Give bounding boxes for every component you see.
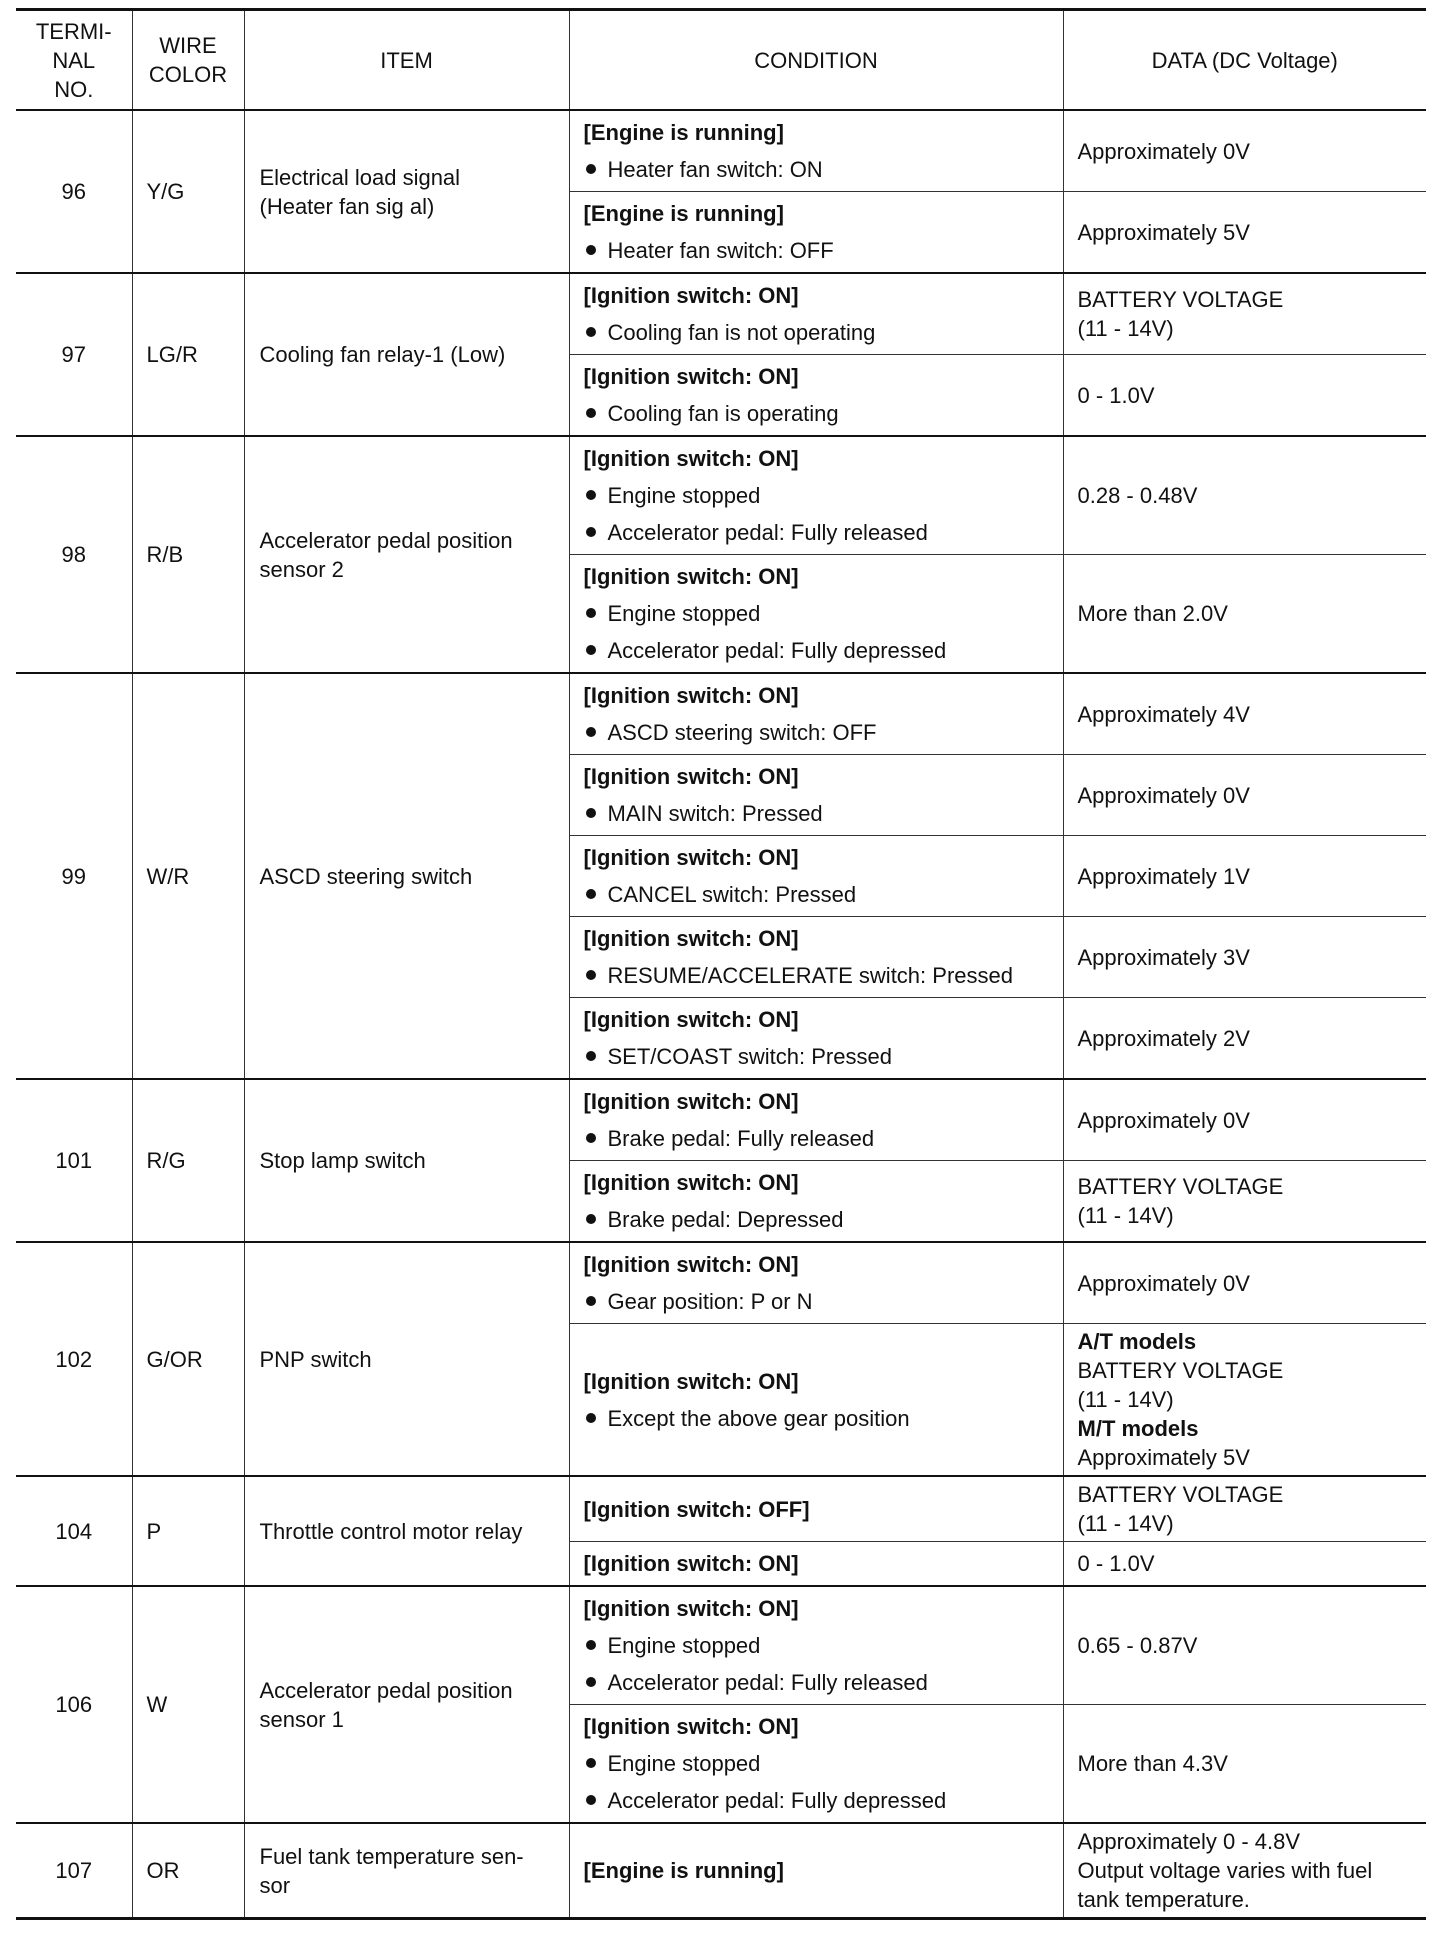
bullet-text: Accelerator pedal: Fully depressed xyxy=(607,1788,947,1813)
bullet-text: Brake pedal: Fully released xyxy=(607,1126,875,1151)
header-data: DATA (DC Voltage) xyxy=(1063,10,1426,111)
data-cell xyxy=(1063,1542,1426,1587)
data-cell xyxy=(1063,1476,1426,1542)
bullet-icon xyxy=(586,1214,596,1224)
bullet-icon xyxy=(586,1296,596,1306)
bullet-icon xyxy=(586,608,596,618)
bullet-text: ASCD steering switch: OFF xyxy=(607,720,877,745)
wire-color-cell: R/B xyxy=(132,436,244,673)
wire-color-cell: G/OR xyxy=(132,1242,244,1476)
data-cell xyxy=(1063,755,1426,836)
condition-cell xyxy=(569,1476,1063,1542)
condition-cell xyxy=(569,673,1063,755)
data-value: Approximately 0V xyxy=(1077,1270,1250,1296)
bullet-text: MAIN switch: Pressed xyxy=(607,801,823,826)
bullet-icon xyxy=(586,1758,596,1768)
data-value: Approximately 0V xyxy=(1077,1107,1250,1133)
data-value: Approximately 3V xyxy=(1077,944,1250,970)
terminal-group xyxy=(16,1079,1426,1242)
bullet-text: Heater fan switch: OFF xyxy=(607,238,834,263)
wire-color-cell: W/R xyxy=(132,673,244,1079)
terminal-group xyxy=(16,673,1426,1079)
data-cell xyxy=(1063,836,1426,917)
table-row xyxy=(16,1079,1426,1161)
terminal-no-cell: 106 xyxy=(16,1586,132,1823)
data-cell xyxy=(1063,1161,1426,1243)
bullet-icon xyxy=(586,1133,596,1143)
wire-color-cell: LG/R xyxy=(132,273,244,436)
condition-heading: [Ignition switch: ON] xyxy=(583,683,799,708)
table-row xyxy=(16,436,1426,555)
data-value: (11 - 14V) xyxy=(1077,1511,1174,1536)
bullet-text: Gear position: P or N xyxy=(607,1289,813,1314)
data-cell xyxy=(1063,673,1426,755)
condition-cell xyxy=(569,1242,1063,1324)
condition-heading: [Engine is running] xyxy=(583,201,784,226)
table-header-row xyxy=(16,10,1426,111)
condition-heading: [Ignition switch: OFF] xyxy=(583,1496,810,1522)
item-line: (Heater fan sig al) xyxy=(259,193,435,219)
condition-bullet xyxy=(584,314,1057,351)
condition-cell xyxy=(569,917,1063,998)
data-value: Approximately 4V xyxy=(1077,701,1250,727)
data-value: Approximately 2V xyxy=(1077,1025,1250,1051)
data-cell xyxy=(1063,1324,1426,1477)
bullet-text: Heater fan switch: ON xyxy=(607,157,823,182)
condition-heading: [Ignition switch: ON] xyxy=(583,1596,799,1621)
condition-cell xyxy=(569,555,1063,674)
header-terminal-no: TERMI- NAL NO. xyxy=(16,10,132,111)
bullet-text: Brake pedal: Depressed xyxy=(607,1207,844,1232)
data-model-label: M/T models xyxy=(1077,1416,1199,1441)
item-cell xyxy=(244,1079,569,1242)
bullet-icon xyxy=(586,808,596,818)
condition-bullet xyxy=(584,395,1057,432)
data-value: BATTERY VOLTAGE xyxy=(1077,1482,1284,1507)
item-line: Electrical load signal xyxy=(259,164,461,190)
wire-color-cell: Y/G xyxy=(132,110,244,273)
data-cell xyxy=(1063,1823,1426,1919)
condition-cell xyxy=(569,998,1063,1080)
wire-color-cell: OR xyxy=(132,1823,244,1919)
item-line: sor xyxy=(259,1872,291,1898)
condition-cell xyxy=(569,1542,1063,1587)
bullet-icon xyxy=(586,490,596,500)
header-condition: CONDITION xyxy=(569,10,1063,111)
condition-heading: [Ignition switch: ON] xyxy=(583,1089,799,1114)
condition-bullet xyxy=(584,632,1057,669)
item-cell xyxy=(244,1242,569,1476)
terminal-group xyxy=(16,110,1426,273)
item-line: Accelerator pedal position xyxy=(259,1677,513,1703)
bullet-icon xyxy=(586,727,596,737)
condition-bullet xyxy=(584,1120,1057,1157)
data-cell xyxy=(1063,436,1426,555)
condition-heading: [Ignition switch: ON] xyxy=(583,926,799,951)
table-row xyxy=(16,1476,1426,1542)
bullet-icon xyxy=(586,1640,596,1650)
condition-cell xyxy=(569,1823,1063,1919)
terminal-no-cell: 102 xyxy=(16,1242,132,1476)
data-value: BATTERY VOLTAGE xyxy=(1077,1358,1284,1383)
data-cell xyxy=(1063,1705,1426,1824)
terminal-data-table xyxy=(16,8,1426,1920)
condition-bullet xyxy=(584,1627,1057,1664)
condition-cell xyxy=(569,110,1063,192)
item-cell xyxy=(244,1476,569,1586)
bullet-icon xyxy=(586,1051,596,1061)
condition-heading: [Ignition switch: ON] xyxy=(583,364,799,389)
bullet-text: Accelerator pedal: Fully released xyxy=(607,520,928,545)
condition-heading: [Ignition switch: ON] xyxy=(583,845,799,870)
condition-heading: [Ignition switch: ON] xyxy=(583,283,799,308)
bullet-icon xyxy=(586,1677,596,1687)
terminal-no-cell: 98 xyxy=(16,436,132,673)
terminal-group xyxy=(16,1823,1426,1919)
data-value: Approximately 5V xyxy=(1077,1445,1250,1470)
data-value: (11 - 14V) xyxy=(1077,316,1174,341)
condition-heading: [Ignition switch: ON] xyxy=(583,1170,799,1195)
header-item: ITEM xyxy=(244,10,569,111)
data-cell xyxy=(1063,998,1426,1080)
condition-bullet xyxy=(584,595,1057,632)
data-value: 0.65 - 0.87V xyxy=(1077,1633,1198,1658)
item-line: sensor 1 xyxy=(259,1706,344,1732)
condition-heading: [Ignition switch: ON] xyxy=(583,764,799,789)
condition-bullet xyxy=(584,1400,1057,1437)
bullet-text: Accelerator pedal: Fully released xyxy=(607,1670,928,1695)
condition-heading: [Ignition switch: ON] xyxy=(583,564,799,589)
condition-cell xyxy=(569,273,1063,355)
bullet-text: SET/COAST switch: Pressed xyxy=(607,1044,892,1069)
condition-bullet xyxy=(584,1664,1057,1701)
bullet-text: RESUME/ACCELERATE switch: Pressed xyxy=(607,963,1013,988)
data-value: Approximately 0V xyxy=(1077,782,1250,808)
item-line: Fuel tank temperature sen- xyxy=(259,1843,524,1869)
condition-bullet xyxy=(584,1283,1057,1320)
data-cell xyxy=(1063,917,1426,998)
table-row xyxy=(16,1823,1426,1919)
data-cell xyxy=(1063,110,1426,192)
condition-cell xyxy=(569,355,1063,437)
condition-bullet xyxy=(584,151,1057,188)
condition-bullet xyxy=(584,477,1057,514)
condition-heading: [Ignition switch: ON] xyxy=(583,1252,799,1277)
header-wire-color: WIRE COLOR xyxy=(132,10,244,111)
terminal-no-cell: 101 xyxy=(16,1079,132,1242)
data-value: Output voltage varies with fuel xyxy=(1077,1858,1373,1883)
wire-color-cell: R/G xyxy=(132,1079,244,1242)
condition-bullet xyxy=(584,514,1057,551)
condition-heading: [Ignition switch: ON] xyxy=(583,1368,799,1394)
bullet-icon xyxy=(586,970,596,980)
condition-heading: [Engine is running] xyxy=(583,1858,784,1883)
data-cell xyxy=(1063,1242,1426,1324)
bullet-icon xyxy=(586,327,596,337)
bullet-icon xyxy=(586,408,596,418)
item-cell xyxy=(244,110,569,273)
item-cell xyxy=(244,673,569,1079)
item-line: Throttle control motor relay xyxy=(259,1518,523,1544)
condition-cell xyxy=(569,836,1063,917)
data-value: More than 2.0V xyxy=(1077,601,1228,626)
bullet-icon xyxy=(586,245,596,255)
bullet-text: Engine stopped xyxy=(607,601,761,626)
terminal-no-cell: 104 xyxy=(16,1476,132,1586)
wire-color-cell: W xyxy=(132,1586,244,1823)
condition-bullet xyxy=(584,1201,1057,1238)
terminal-no-cell: 97 xyxy=(16,273,132,436)
bullet-text: Engine stopped xyxy=(607,1751,761,1776)
condition-cell xyxy=(569,1586,1063,1705)
terminal-no-cell: 107 xyxy=(16,1823,132,1919)
data-value: Approximately 1V xyxy=(1077,863,1250,889)
condition-cell xyxy=(569,192,1063,274)
terminal-group xyxy=(16,436,1426,673)
data-value: BATTERY VOLTAGE xyxy=(1077,1174,1284,1199)
condition-bullet xyxy=(584,876,1057,913)
bullet-text: Cooling fan is operating xyxy=(607,401,839,426)
data-value: Approximately 0V xyxy=(1077,138,1250,164)
condition-heading: [Ignition switch: ON] xyxy=(583,1007,799,1032)
condition-bullet xyxy=(584,1038,1057,1075)
bullet-text: Engine stopped xyxy=(607,1633,761,1658)
bullet-text: Except the above gear position xyxy=(607,1405,910,1431)
item-cell xyxy=(244,436,569,673)
item-line: ASCD steering switch xyxy=(259,863,473,889)
condition-bullet xyxy=(584,1782,1057,1819)
data-value: Approximately 5V xyxy=(1077,219,1250,245)
data-value: More than 4.3V xyxy=(1077,1751,1228,1776)
bullet-icon xyxy=(586,164,596,174)
terminal-no-cell: 96 xyxy=(16,110,132,273)
bullet-text: CANCEL switch: Pressed xyxy=(607,882,857,907)
table-row xyxy=(16,273,1426,355)
data-value: tank temperature. xyxy=(1077,1887,1250,1912)
condition-heading: [Ignition switch: ON] xyxy=(583,1551,799,1576)
condition-bullet xyxy=(584,232,1057,269)
terminal-group xyxy=(16,1476,1426,1586)
item-cell xyxy=(244,1823,569,1919)
data-cell xyxy=(1063,555,1426,674)
condition-bullet xyxy=(584,1745,1057,1782)
condition-bullet xyxy=(584,957,1057,994)
bullet-icon xyxy=(586,889,596,899)
item-cell xyxy=(244,273,569,436)
data-value: (11 - 14V) xyxy=(1077,1387,1174,1412)
wire-color-cell: P xyxy=(132,1476,244,1586)
data-value: 0.28 - 0.48V xyxy=(1077,483,1198,508)
item-line: PNP switch xyxy=(259,1346,372,1372)
data-cell xyxy=(1063,192,1426,274)
condition-heading: [Ignition switch: ON] xyxy=(583,446,799,471)
data-value: (11 - 14V) xyxy=(1077,1203,1174,1228)
item-line: Stop lamp switch xyxy=(259,1148,426,1173)
condition-cell xyxy=(569,436,1063,555)
data-cell xyxy=(1063,1586,1426,1705)
condition-cell xyxy=(569,1161,1063,1243)
bullet-icon xyxy=(586,527,596,537)
data-model-label: A/T models xyxy=(1077,1329,1197,1354)
condition-cell xyxy=(569,1705,1063,1824)
condition-cell xyxy=(569,1079,1063,1161)
table-row xyxy=(16,110,1426,192)
bullet-text: Cooling fan is not operating xyxy=(607,320,876,345)
terminal-no-cell: 99 xyxy=(16,673,132,1079)
terminal-group xyxy=(16,1242,1426,1476)
bullet-icon xyxy=(586,1795,596,1805)
terminal-group xyxy=(16,273,1426,436)
condition-cell xyxy=(569,1324,1063,1477)
table-row xyxy=(16,673,1426,755)
item-cell xyxy=(244,1586,569,1823)
data-value: 0 - 1.0V xyxy=(1077,1551,1155,1576)
item-line: sensor 2 xyxy=(259,556,344,582)
bullet-icon xyxy=(586,645,596,655)
data-cell xyxy=(1063,1079,1426,1161)
condition-cell xyxy=(569,755,1063,836)
table-row xyxy=(16,1586,1426,1705)
item-line: Accelerator pedal position xyxy=(259,527,513,553)
table-row xyxy=(16,1242,1426,1324)
bullet-text: Engine stopped xyxy=(607,483,761,508)
data-value: BATTERY VOLTAGE xyxy=(1077,287,1284,312)
condition-bullet xyxy=(584,795,1057,832)
bullet-icon xyxy=(586,1413,596,1423)
item-line: Cooling fan relay-1 (Low) xyxy=(259,342,506,367)
terminal-group xyxy=(16,1586,1426,1823)
data-cell xyxy=(1063,273,1426,355)
data-cell xyxy=(1063,355,1426,437)
bullet-text: Accelerator pedal: Fully depressed xyxy=(607,638,947,663)
condition-heading: [Ignition switch: ON] xyxy=(583,1714,799,1739)
data-value: 0 - 1.0V xyxy=(1077,382,1155,408)
condition-bullet xyxy=(584,714,1057,751)
data-value: Approximately 0 - 4.8V xyxy=(1077,1829,1301,1854)
condition-heading: [Engine is running] xyxy=(583,120,784,145)
